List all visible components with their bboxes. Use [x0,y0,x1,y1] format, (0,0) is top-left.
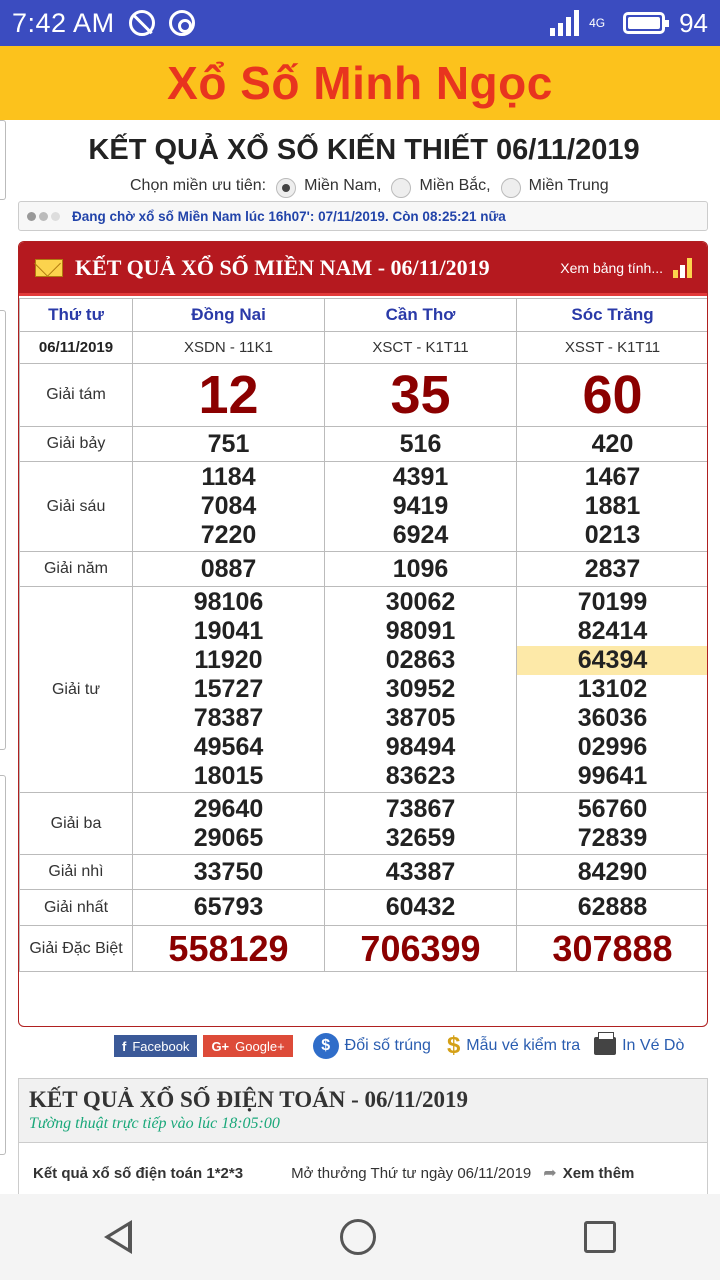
prize-number: 73867 [385,794,456,823]
app-header [0,46,720,120]
prize-number: 33750 [133,855,325,890]
dien-toan-draw-date: Mở thưởng Thứ tư ngày 06/11/2019 [291,1164,532,1182]
ticket-code: XSST - K1T11 [517,332,709,364]
prize-label: Giải bảy [20,427,133,462]
prize-number: 32659 [385,823,456,852]
prize-label: Giải tư [20,587,133,793]
prize-cell [325,793,517,855]
prize-number: 36036 [577,704,648,732]
prize-label-special: Giải Đặc Biệt [20,926,133,972]
prize-cell [133,587,325,793]
page-title: KẾT QUẢ XỔ SỐ KIẾN THIẾT 06/11/2019 [88,134,640,166]
prize-number: 420 [517,427,709,462]
signal-icon [550,10,579,36]
prize-cell [133,793,325,855]
prize-cell [517,462,709,552]
view-more-label: Xem thêm [562,1164,635,1182]
day-header: Thứ tư [20,299,133,332]
view-more-link[interactable] [543,1163,634,1183]
dien-toan-title: KẾT QUẢ XỔ SỐ ĐIỆN TOÁN - 06/11/2019 [29,1087,468,1112]
radio-mien-trung[interactable] [501,178,521,198]
region-preference [130,176,609,196]
prize-number: 98494 [385,733,456,761]
prize-number: 72839 [577,823,648,852]
prize-label: Giải tám [20,364,133,427]
countdown-text: Đang chờ xổ số Miền Nam lúc 16h07': 07/11/2019. Còn 08:25:21 nữa [72,208,506,224]
result-panel [18,241,708,1027]
prize-cell [325,587,517,793]
prize-number: 9419 [392,492,449,520]
prize-number: 38705 [385,704,456,732]
region-pref-label: Chọn miền ưu tiên: [130,177,267,194]
result-title: KẾT QUẢ XỔ SỐ MIỀN NAM - 06/11/2019 [75,254,490,280]
prize-cell [325,462,517,552]
doi-so-trung-label: Đổi số trúng [344,1037,431,1054]
mau-ve-label: Mẫu vé kiểm tra [466,1037,581,1054]
google-plus-share-button[interactable] [203,1035,292,1057]
dien-toan-game-name: Kết quả xổ số điện toán 1*2*3 [33,1164,244,1182]
status-bar [0,0,720,46]
prize-number: 84290 [517,855,709,890]
printer-icon [594,1037,616,1055]
region-label-bac[interactable]: Miền Bắc, [419,177,491,194]
dien-toan-subtitle: Tường thuật trực tiếp vào lúc 18:05:00 [29,1115,280,1132]
prize-number: 15727 [193,675,264,703]
in-ve-do-link[interactable] [594,1037,684,1055]
prize-number: 7084 [200,492,257,520]
radio-mien-bac[interactable] [391,178,411,198]
do-not-disturb-icon [129,10,155,36]
prize-number: 0213 [584,521,641,549]
prize-number: 43387 [325,855,517,890]
prize-number: 1881 [584,492,641,520]
recent-apps-icon[interactable] [584,1221,616,1253]
back-icon[interactable] [104,1220,132,1254]
prize-number: 82414 [577,617,648,645]
prize-label: Giải năm [20,552,133,587]
main-content[interactable] [0,120,720,1194]
hotspot-icon [169,10,195,36]
dien-toan-panel [18,1078,708,1194]
draw-date: 06/11/2019 [20,332,133,364]
envelope-icon[interactable] [35,259,63,277]
loading-dots-icon [27,212,60,221]
prize-number: 1184 [201,463,256,491]
facebook-icon: f [122,1038,127,1054]
forward-arrow-icon: ➦ [543,1165,557,1182]
prize-number: 29640 [193,794,264,823]
dollar-icon: $ [446,1032,461,1059]
countdown-banner [18,201,708,231]
province-can-tho[interactable]: Cần Thơ [325,299,517,332]
facebook-label: Facebook [132,1038,190,1054]
prize-number: 02996 [577,733,648,761]
prize-label: Giải nhì [20,855,133,890]
prize-label: Giải ba [20,793,133,855]
special-prize-number: 307888 [517,926,709,972]
prize-number: 70199 [577,588,648,616]
special-prize-number: 706399 [325,926,517,972]
navigation-bar [0,1194,720,1280]
prize-number: 60432 [325,890,517,926]
dien-toan-header [19,1079,707,1143]
prize-number: 35 [325,364,517,427]
prize-number: 65793 [133,890,325,926]
prize-number: 1467 [584,463,641,491]
result-header [19,242,707,296]
mau-ve-link[interactable] [447,1032,580,1060]
prize-number: 60 [517,364,709,427]
prize-number: 516 [325,427,517,462]
special-prize-number: 558129 [133,926,325,972]
prize-cell [517,793,709,855]
prize-number: 19041 [193,617,264,645]
app-title: Xổ Số Minh Ngọc [167,57,553,109]
prize-number: 02863 [385,646,456,674]
prize-number: 18015 [193,762,264,790]
prize-number: 30952 [385,675,456,703]
prize-number: 30062 [385,588,456,616]
in-ve-do-label: In Vé Dò [622,1037,685,1054]
prize-number: 12 [133,364,325,427]
province-soc-trang[interactable]: Sóc Trăng [517,299,709,332]
prize-label: Giải nhất [20,890,133,926]
side-drawer-edge[interactable] [0,120,6,1194]
prize-number: 98106 [193,588,264,616]
result-table [19,298,708,972]
facebook-share-button[interactable] [114,1035,197,1057]
prize-number: 7220 [200,521,257,549]
ticket-code: XSCT - K1T11 [325,332,517,364]
radio-mien-nam[interactable] [276,178,296,198]
prize-number: 751 [133,427,325,462]
doi-so-trung-link[interactable] [313,1033,431,1059]
prize-number: 78387 [193,704,264,732]
prize-number: 98091 [385,617,456,645]
network-type: 4G [589,16,606,30]
prize-number: 49564 [193,733,264,761]
prize-label: Giải sáu [20,462,133,552]
prize-number: 0887 [133,552,325,587]
ticket-code: XSDN - 11K1 [133,332,325,364]
prize-number: 83623 [385,762,456,790]
prize-number: 29065 [193,823,264,852]
region-label-nam[interactable]: Miền Nam, [304,177,382,194]
prize-number: 1096 [325,552,517,587]
google-plus-icon: G+ [211,1038,230,1054]
prize-cell [517,587,709,793]
prize-number: 99641 [577,762,648,790]
battery-icon [623,12,665,34]
prize-cell [133,462,325,552]
province-dong-nai[interactable]: Đồng Nai [133,299,325,332]
prize-number: 6924 [392,521,449,549]
highlighted-number: 64394 [517,646,708,675]
view-table-link[interactable]: Xem bảng tính... [560,259,663,276]
prize-number: 56760 [577,794,648,823]
dien-toan-row[interactable] [19,1143,707,1194]
coin-icon: $ [313,1033,339,1059]
share-row [114,1032,684,1060]
prize-number: 4391 [392,463,449,491]
region-label-trung[interactable]: Miền Trung [528,177,609,194]
prize-number: 11920 [194,646,263,674]
prize-number: 2837 [517,552,709,587]
prize-number: 62888 [517,890,709,926]
battery-level: 94 [679,7,708,38]
google-plus-label: Google+ [235,1038,285,1054]
home-icon[interactable] [340,1219,376,1255]
clock: 7:42 AM [12,7,115,38]
bar-chart-icon[interactable] [673,258,697,278]
prize-number: 13102 [577,675,648,703]
